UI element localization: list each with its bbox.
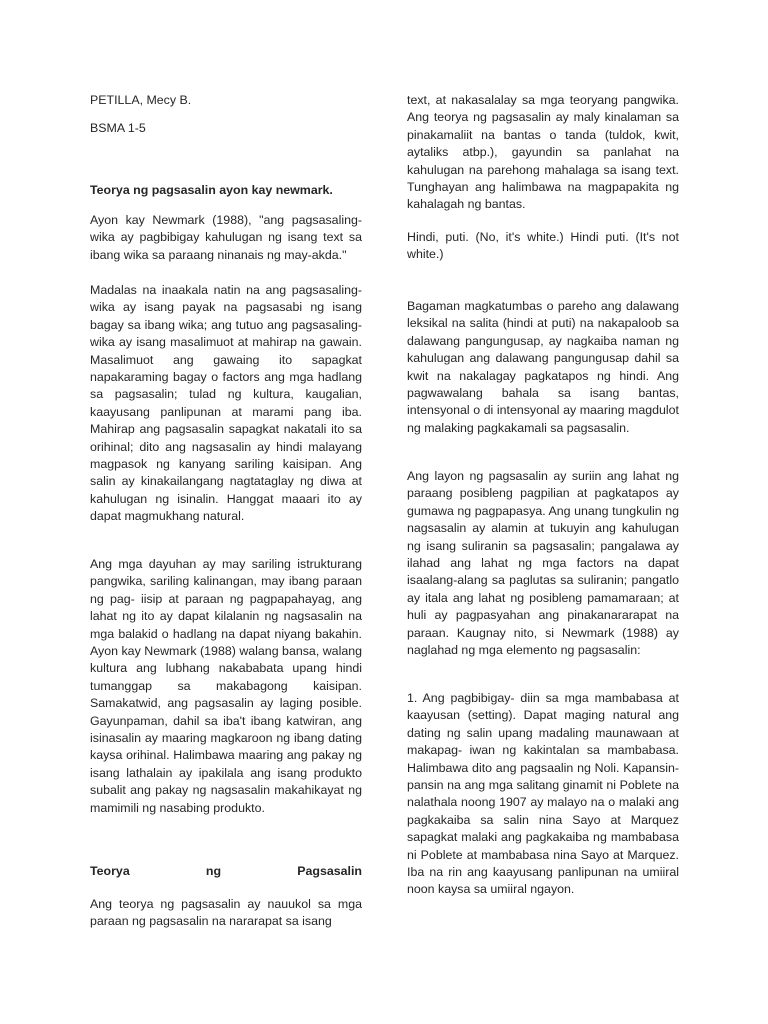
paragraph-lexical: Bagaman magkatumbas o pareho ang dalawang leksikal na salita (hindi at puti) na nakapaloob sa dalawang pangungusap, ay nagkaiba naman ng kahulugan ang dalawang pangungusap dahil sa kwit na nakalagay pagkatapos ng hindi. Ang pagwawalang bahala sa isang bantas, intensyonal o di intensyonal ay maaring magdulot ng malaking pagkakamali sa pagsasalin. bbox=[407, 299, 679, 435]
paragraph-translation-goal: Ang layon ng pagsasalin ay suriin ang lahat ng paraang posibleng pagpilian at pagkatapos ay gumawa ng pagpapasya. Ang unang tungkulin ng nagsasalin ay alamin at tukuyin ang kahulugan ng isang suliranin sa pagsasalin; pangalawa ay ilahad ang lahat ng mga factors na dapat isaalang-alang sa paglutas sa suliranin; pangatlo ay itala ang lahat ng posibleng pamamaraan; at huli ay pagpasyahan ang pinakanararapat na paraan. Kaugnay nito, si Newmark (1988) ay naglahad ng mga elemento ng pagsasalin: bbox=[407, 469, 679, 658]
paragraph-element-one: 1. Ang pagbibigay- diin sa mga mambabasa at kaayusan (setting). Dapat maging natural ang dating ng salin upang madaling maunawaan at makapag- iwan ng kakintalan sa mambabasa. Halimbawa dito ang pagsaalin ng Noli. Kapansin-pansin na ang mga salitang ginamit ni Poblete na nalathala noong 1907 ay malayo na o malaki ang pagkakaiba sa salin nina Sayo at Marquez sapagkat malaki ang pagkakaiba ng mambabasa ni Poblete at mambabasa nina Sayo at Marquez. Iba na rin ang kaayusang panlipunan na umiiral noon kaysa sa umiiral ngayon. bbox=[407, 691, 679, 897]
section-heading-teorya: Teorya ng Pagsasalin bbox=[90, 864, 362, 878]
paragraph-theory-intro: Ang teorya ng pagsasalin ay nauukol sa mga paraan ng pagsasalin na nararapat sa isang bbox=[90, 897, 362, 929]
author-name: PETILLA, Mecy B. bbox=[90, 93, 192, 107]
paragraph-complexity: Madalas na inaakala natin na ang pagsasaling-wika ay isang payak na pagsasabi ng isang bagay sa ibang wika; ang tutuo ang pagsasaling-wika ay isang masalimuot at mahirap na gawain. Masalimuot ang gawaing ito sapagkat napakaraming bagay o factors ang mga hadlang sa pagsasalin; tulad ng kultura, kaugalian, kaayusang panlipunan at marami pang iba. Mahirap ang pagsasalin sapagkat nakatali ito sa orihinal; dito ang nagsasalin ay hindi malayang magpasok ng kanyang sariling kaisipan. Ang salin ay kinakailangang nagtataglay ng diwa at kahulugan ng isinalin. Hanggat maaari ito ay dapat magmukhang natural. bbox=[90, 283, 362, 524]
section-heading-newmark: Teorya ng pagsasalin ayon kay newmark. bbox=[90, 183, 333, 197]
course-section: BSMA 1-5 bbox=[90, 121, 146, 135]
example-comma: Hindi, puti. (No, it's white.) Hindi puti. (It's not white.) bbox=[407, 230, 679, 262]
paragraph-foreign-structure: Ang mga dayuhan ay may sariling istrukturang pangwika, sariling kalinangan, may ibang paraan ng pag- iisip at paraan ng pagpapahayag, ang lahat ng ito ay dapat kilalanin ng nagsasalin na mga balakid o hadlang na dapat niyang bakahin. Ayon kay Newmark (1988) walang bansa, walang kultura ang lubhang nakababata upang hindi tumanggap sa makabagong kaisipan. Samakatwid, ang pagsasalin ay laging posible. Gayunpaman, dahil sa iba't ibang katwiran, ang isinasalin ay maaring magkaroon ng ibang dating kaysa orihinal. Halimbawa maaring ang pakay ng isang lathalain ay ipakilala ang isang produkto subalit ang pakay ng nagsasalin makahikayat ng mamimili ng nasabing produkto. bbox=[90, 557, 362, 815]
paragraph-definition: Ayon kay Newmark (1988), "ang pagsasaling-wika ay pagbibigay kahulugan ng isang text sa ibang wika sa paraang ninanais ng may-akda." bbox=[90, 213, 362, 262]
paragraph-theory-punctuation: text, at nakasalalay sa mga teoryang pangwika. Ang teorya ng pagsasalin ay maly kinalaman sa pinakamaliit na bantas o tanda (tuldok, kwit, aytaliks atbp.), gayundin sa panlahat na kahulugan na parehong mahalaga sa isang text. Tunghayan ang halimbawa na magpapakita ng kahalagah ng bantas. bbox=[407, 93, 679, 212]
